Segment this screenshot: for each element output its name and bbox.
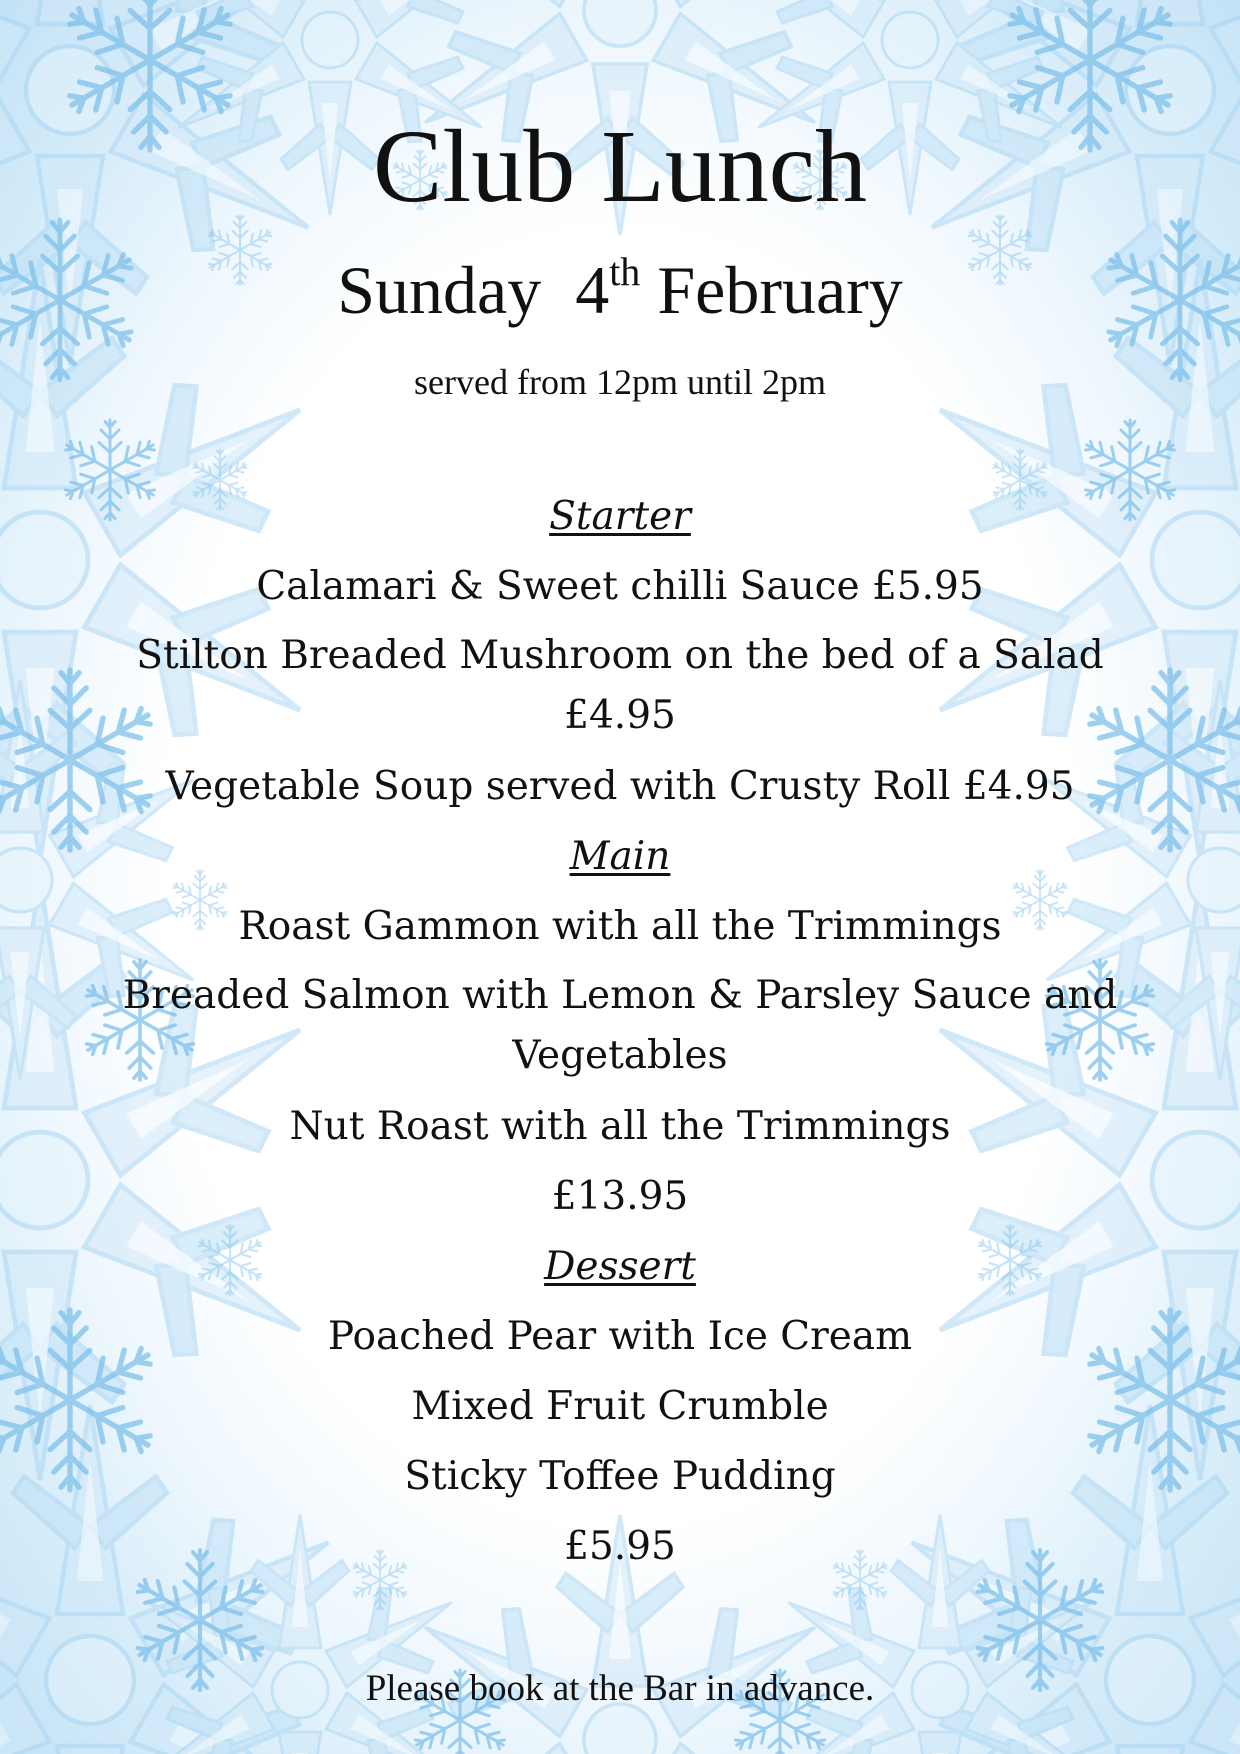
serving-times: served from 12pm until 2pm bbox=[414, 362, 826, 402]
section-heading-main: Main bbox=[569, 834, 671, 879]
date-day: Sunday bbox=[337, 252, 542, 328]
section-price-main: £13.95 bbox=[551, 1174, 689, 1219]
date-suffix: th bbox=[609, 249, 641, 295]
date-month: February bbox=[657, 252, 903, 328]
event-date bbox=[0, 249, 1240, 328]
menu-item: Nut Roast with all the Trimmings bbox=[289, 1104, 951, 1149]
date-number: 4 bbox=[575, 252, 610, 328]
section-heading-starter: Starter bbox=[549, 494, 691, 539]
menu-item: Mixed Fruit Crumble bbox=[411, 1384, 829, 1429]
menu-list bbox=[80, 482, 1160, 1582]
booking-note: Please book at the Bar in advance. bbox=[365, 1668, 875, 1709]
menu-item: Calamari & Sweet chilli Sauce £5.95 bbox=[256, 564, 984, 609]
menu-item: Sticky Toffee Pudding bbox=[404, 1454, 836, 1499]
menu-item: Roast Gammon with all the Trimmings bbox=[238, 904, 1002, 949]
section-heading-dessert: Dessert bbox=[544, 1244, 696, 1289]
section-price-dessert: £5.95 bbox=[564, 1524, 676, 1569]
menu-item: Breaded Salmon with Lemon & Parsley Sauce and Vegetables bbox=[122, 973, 1118, 1078]
menu-item: Vegetable Soup served with Crusty Roll £4.95 bbox=[165, 764, 1075, 809]
menu-item: Poached Pear with Ice Cream bbox=[327, 1314, 913, 1359]
menu-item: Stilton Breaded Mushroom on the bed of a Salad £4.95 bbox=[136, 633, 1104, 738]
page-title: Club Lunch bbox=[373, 109, 867, 224]
